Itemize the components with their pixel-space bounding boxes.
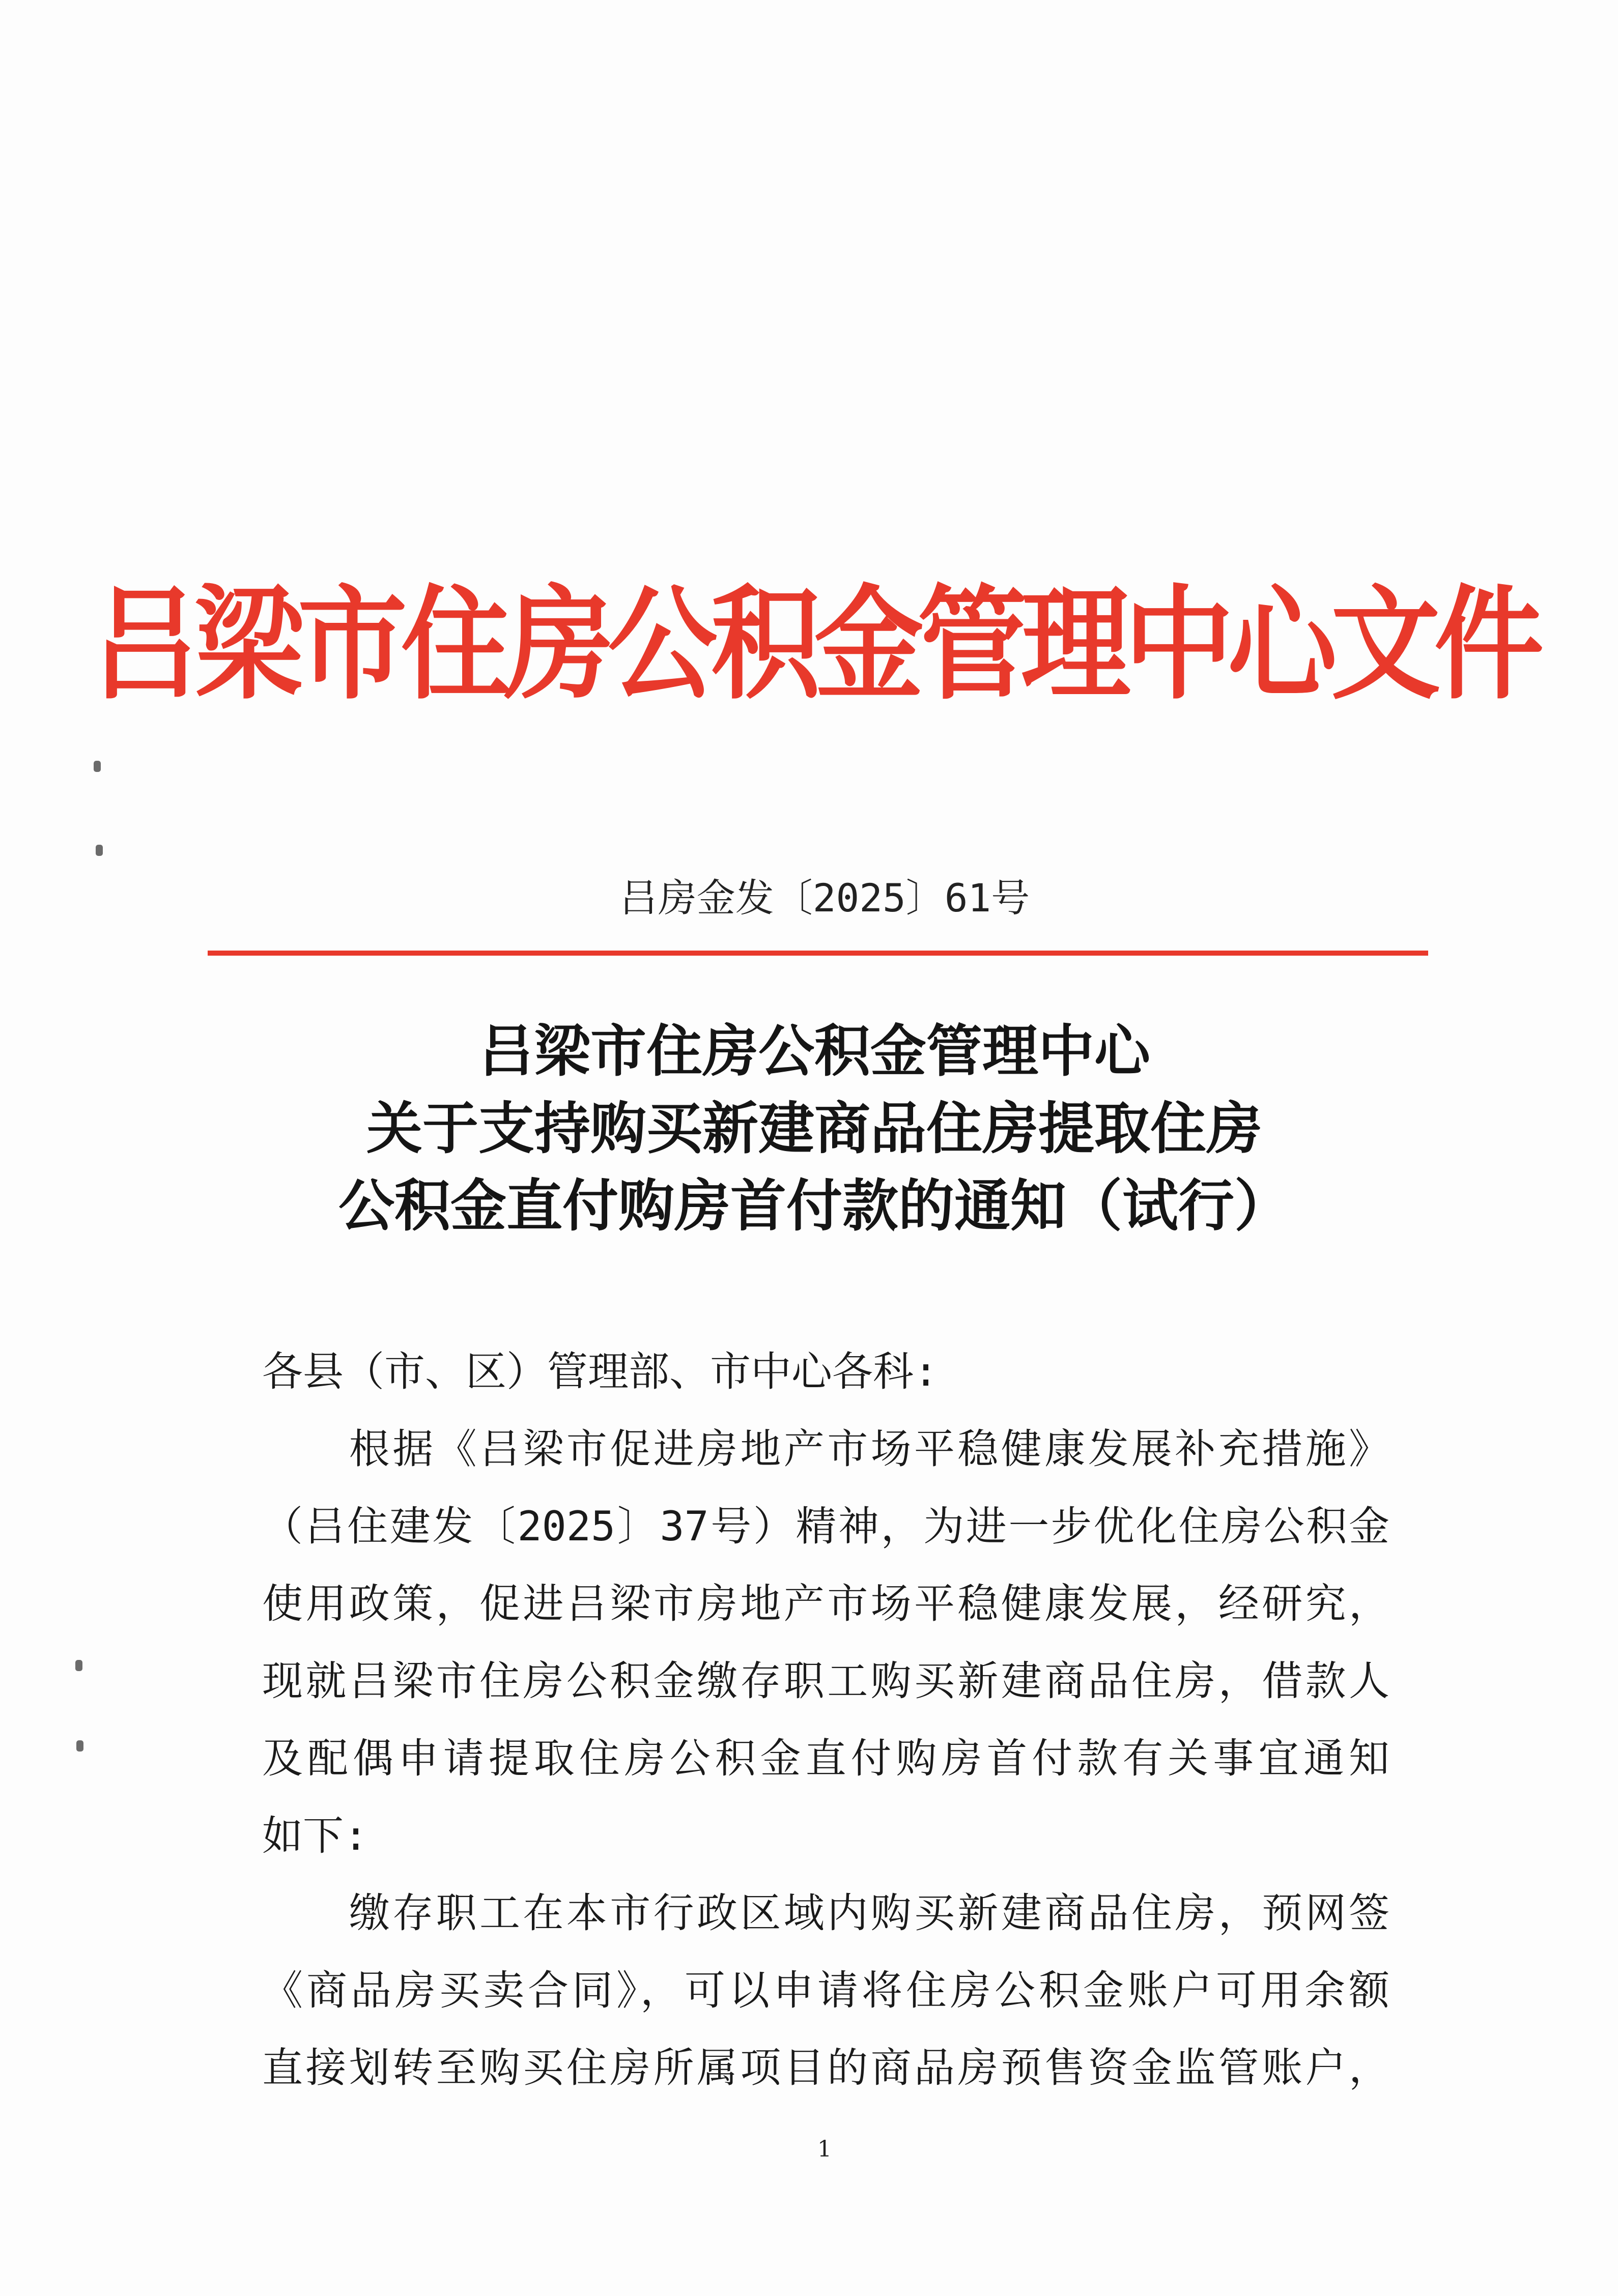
page-number: 1 [817, 2136, 832, 2162]
paragraph-line: 缴存职工在本市行政区域内购买新建商品住房，预网签 [262, 1889, 1389, 1937]
header-divider-rule [208, 951, 1428, 956]
paragraph-line: （吕住建发〔2025〕37号）精神，为进一步优化住房公积金 [262, 1503, 1389, 1550]
notice-title-line: 关于支持购买新建商品住房提取住房 [366, 1096, 1262, 1161]
binding-hole-mark [94, 761, 101, 772]
paragraph-line: 使用政策，促进吕梁市房地产市场平稳健康发展，经研究， [262, 1580, 1389, 1627]
salutation: 各县（市、区）管理部、市中心各科: [262, 1348, 939, 1395]
paragraph-line: 根据《吕梁市促进房地产市场平稳健康发展补充措施》 [262, 1425, 1389, 1473]
binding-hole-mark [75, 1660, 82, 1671]
paragraph-line: 《商品房买卖合同》，可以申请将住房公积金账户可用余额 [262, 1967, 1389, 2014]
notice-title-line: 公积金直付购房首付款的通知（试行） [338, 1173, 1290, 1239]
paragraph-line: 及配偶申请提取住房公积金直付购房首付款有关事宜通知 [262, 1735, 1389, 1782]
paragraph-line: 如下: [262, 1812, 368, 1859]
notice-body [262, 1333, 1389, 2107]
binding-hole-mark [76, 1740, 83, 1752]
notice-title [254, 1013, 1374, 1245]
binding-hole-mark [96, 845, 103, 856]
document-number: 吕房金发〔2025〕61号 [619, 875, 1030, 921]
issuer-header-title: 吕梁市住房公积金管理中心文件 [91, 571, 1538, 716]
notice-title-line: 吕梁市住房公积金管理中心 [478, 1018, 1150, 1084]
paragraph-line: 直接划转至购买住房所属项目的商品房预售资金监管账户， [262, 2044, 1389, 2091]
paragraph-line: 现就吕梁市住房公积金缴存职工购买新建商品住房，借款人 [262, 1657, 1389, 1705]
